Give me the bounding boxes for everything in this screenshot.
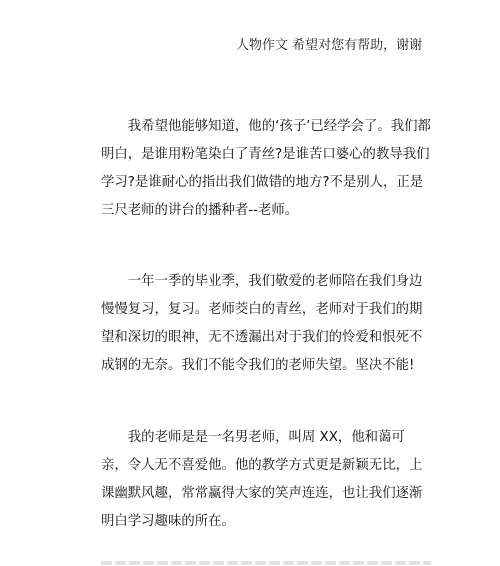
next-line-cutoff	[101, 559, 431, 566]
paragraph-3: 我的老师是是一名男老师，叫周 XX，他和蔼可亲，令人无不喜爱他。他的教学方式更是新颖无比，上课幽默风趣，常常赢得大家的笑声连连，也让我们逐渐明白学习趣味的所在。	[101, 430, 423, 529]
cutoff-text-fragment	[101, 561, 431, 565]
page-header: 人物作文 希望对您有帮助，谢谢	[236, 38, 423, 53]
paragraph-1: 我希望他能够知道，他的‘孩子’已经学会了。我们都明白，是谁用粉笔染白了青丝?是谁苦口婆心的教导我们学习?是谁耐心的指出我们做错的地方?不是别人，正是三尺老师的讲台的播种者--老师。	[101, 119, 431, 218]
paragraph-2: 一年一季的毕业季，我们敬爱的老师陪在我们身边慢慢复习，复习。老师茭白的青丝，老师对于我们的期望和深切的眼神，无不透漏出对于我们的怜爱和恨死不成钢的无奈。我们不能令我们的老师失望。坚决不能!	[101, 274, 423, 373]
